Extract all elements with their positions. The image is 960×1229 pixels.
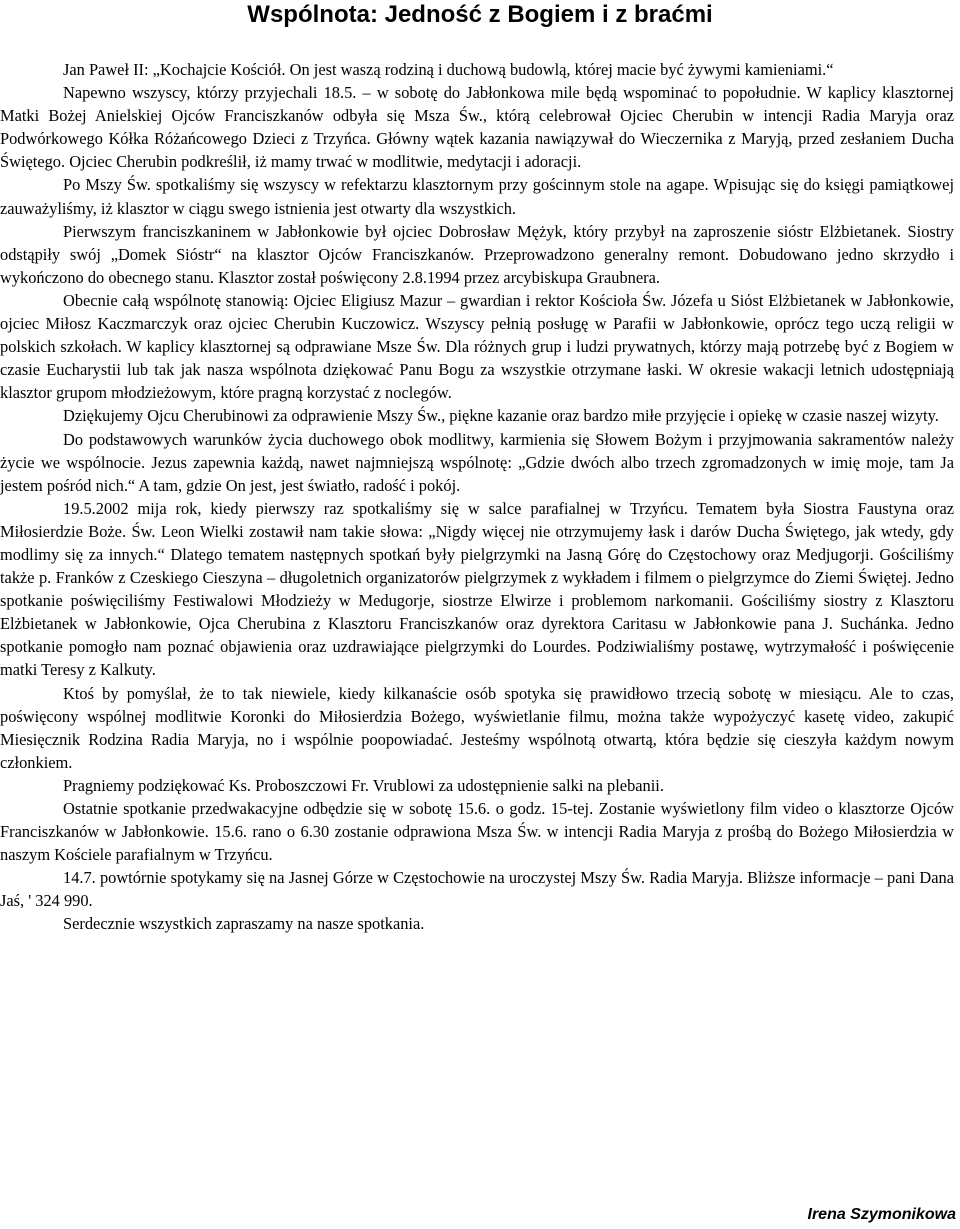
paragraph-invitation: Serdecznie wszystkich zapraszamy na nasze spotkania.	[63, 914, 425, 934]
paragraph-jasna-gora: 14.7. powtórnie spotykamy się na Jasnej Górze w Częstochowie na uroczystej Mszy Św. Radia Maryja. Bliższe informacje – pani Dana Jaś, ' 324 990.	[0, 868, 954, 911]
paragraph-thanks: Dziękujemy Ojcu Cherubinowi za odprawienie Mszy Św., piękne kazanie oraz bardzo miłe przyjęcie i opiekę w czasie naszej wizyty.	[63, 406, 939, 426]
paragraph-visit: Napewno wszyscy, którzy przyjechali 18.5. – w sobotę do Jabłonkowa mile będą wspominać to popołudnie. W kaplicy klasztornej Matki Bożej Anielskiej Ojców Franciszkanów odbyła się Msza Św., którą celebrował Ojciec Cherubin w intencji Radia Maryja oraz Podwórkowego Kółka Różańcowego Dzieci z Trzyńca. Główny wątek kazania nawiązywał do Wieczernika z Maryją, przed zesłaniem Ducha Świętego. Ojciec Cherubin podkreślił, iż mamy trwać w modlitwie, medytacji i adoracji.	[0, 83, 954, 172]
paragraph-history: Pierwszym franciszkaninem w Jabłonkowie był ojciec Dobrosław Mężyk, który przybył na zaproszenie sióstr Elżbietanek. Siostry odstąpiły swój „Domek Sióstr“ na klasztor Ojców Franciszkanów. Przeprowadzono generalny remont. Dobudowano jedno skrzydło i wykończono do obecnego stanu. Klasztor został poświęcony 2.8.1994 przez arcybiskupa Graubnera.	[0, 221, 954, 287]
paragraph-quote: Jan Paweł II: „Kochajcie Kościół. On jest waszą rodziną i duchową budowlą, której macie być żywymi kamieniami.“	[63, 60, 834, 79]
paragraph-last-meeting: Ostatnie spotkanie przedwakacyjne odbędzie się w sobotę 15.6. o godz. 15-tej. Zostanie wyświetlony film video o klasztorze Ojców Franciszkanów w Jabłonkowie. 15.6. rano o 6.30 zostanie odprawiona Msza Św. w intencji Radia Maryja z prośbą do Bożego Miłosierdzia w naszym Kościele parafialnym w Trzyńcu.	[0, 799, 954, 865]
paragraph-spiritual-life: Do podstawowych warunków życia duchowego obok modlitwy, karmienia się Słowem Bożym i przyjmowania sakramentów należy życie we wspólnocie. Jezus zapewnia każdą, nawet najmniejszą wspólnotę: „Gdzie dwóch albo trzech zgromadzonych w imię moje, tam Ja jestem pośród nich.“ A tam, gdzie On jest, jest światło, radość i pokój.	[0, 429, 954, 495]
paragraph-meetings: Ktoś by pomyślał, że to tak niewiele, kiedy kilkanaście osób spotyka się prawidłowo trzecią sobotę w miesiącu. Ale to czas, poświęcony wspólnej modlitwie Koronki do Miłosierdzia Bożego, wyświetlanie filmu, można także wypożyczyć kasetę video, zakupić Miesięcznik Rodzina Radia Maryja, no i wspólnie poopowiadać. Jesteśmy wspólnotą otwartą, która będzie się cieszyła każdym nowym członkiem.	[0, 683, 954, 772]
author-signature: Irena Szymonikowa	[807, 1206, 956, 1223]
page-title: Wspólnota: Jedność z Bogiem i z braćmi	[247, 1, 713, 28]
article-body	[0, 58, 954, 936]
paragraph-anniversary: 19.5.2002 mija rok, kiedy pierwszy raz spotkaliśmy się w salce parafialnej w Trzyńcu. Tematem była Siostra Faustyna oraz Miłosierdzie Boże. Św. Leon Wielki zostawił nam takie słowa: „Nigdy więcej nie otrzymujemy łask i darów Ducha Świętego, jak wtedy, gdy modlimy się za innych.“ Dlatego tematem następnych spotkań były pielgrzymki na Jasną Górę do Częstochowy oraz Medjugorji. Gościliśmy także p. Franków z Czeskiego Cieszyna – długoletnich organizatorów pielgrzymek z wykładem i filmem o pielgrzymce do Ziemi Świętej. Jedno spotkanie poświęciliśmy Festiwalowi Młodzieży w Medugorje, siostrze Elwirze i problemom narkomanii. Gościliśmy siostry z Klasztoru Elżbietanek w Jabłonkowie, Ojca Cherubina z Klasztoru Franciszkanów oraz dyrektora Caritasu w Jabłonkowie pana J. Suchánka. Jedno spotkanie pomogło nam poznać objawienia oraz uzdrawiające pielgrzymki do Lourdes. Podziwialiśmy postawę, wytrzymałość i poświęcenie matki Teresy z Kalkuty.	[0, 498, 954, 680]
paragraph-gratitude: Pragniemy podziękować Ks. Proboszczowi Fr. Vrublowi za udostępnienie salki na plebanii.	[63, 775, 664, 795]
paragraph-community: Obecnie całą wspólnotę stanowią: Ojciec Eligiusz Mazur – gwardian i rektor Kościoła Św. Józefa u Siόst Elżbietanek w Jabłonkowie, ojciec Miłosz Kaczmarczyk oraz ojciec Cherubin Kuczowicz. Wszyscy pełnią posługę w Parafii w Jabłonkowie, oprócz tego uczą religii w polskich szkołach. W kaplicy klasztornej są odprawiane Msze Św. Dla różnych grup i ludzi prywatnych, którzy mają potrzebę być z Bogiem w czasie Eucharystii lub tak jak nasza wspólnota dziękować Panu Bogu za wszystkie otrzymane łaski. W okresie wakacji letnich udostępniają klasztor grupom młodzieżowym, które pragną korzystać z noclegów.	[0, 290, 954, 403]
paragraph-agape: Po Mszy Św. spotkaliśmy się wszyscy w refektarzu klasztornym przy gościnnym stole na agape. Wpisując się do księgi pamiątkowej zauważyliśmy, iż klasztor w ciągu swego istnienia jest otwarty dla wszystkich.	[0, 175, 954, 218]
